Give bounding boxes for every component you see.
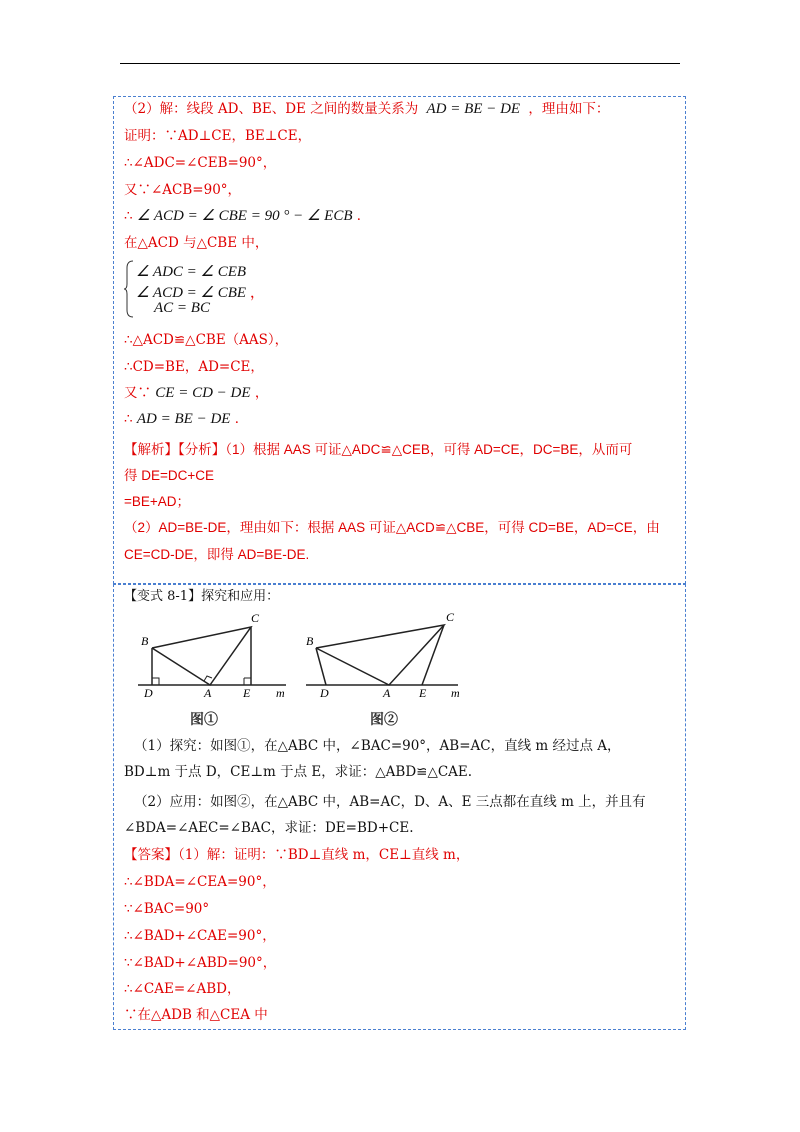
math: CE = CD − DE — [155, 385, 251, 401]
label-m: m — [276, 686, 285, 699]
label-A: A — [383, 686, 391, 699]
answer-line5: ∵∠BAD+∠ABD=90°， — [124, 955, 277, 971]
part2-line10 — [124, 410, 248, 428]
system-line2 — [136, 281, 265, 302]
answer-line1: 【答案】（1）解：证明：∵BD⊥直线 m，CE⊥直线 m， — [124, 847, 470, 863]
analysis-line2: 得 DE=DC+CE — [124, 468, 215, 483]
text: ， — [249, 285, 265, 301]
label-A: A — [204, 686, 212, 699]
answer-line7: ∵在△ADB 和△CEA 中 — [124, 1007, 268, 1023]
text: ． — [234, 411, 249, 427]
label-B: B — [306, 634, 314, 648]
part2-line5 — [124, 207, 370, 225]
label-E: E — [419, 686, 427, 699]
label-E: E — [243, 686, 251, 699]
text: ，理由如下： — [528, 101, 610, 117]
question-2-line2: ∠BDA=∠AEC=∠BAC，求证：DE=BD+CE. — [124, 820, 414, 836]
answer-line6: ∴∠CAE=∠ABD， — [124, 981, 241, 997]
brace-icon — [124, 260, 134, 318]
math: ∠ ACD = ∠ CBE — [136, 285, 247, 301]
system-line3: AC = BC — [154, 300, 210, 316]
label-C: C — [446, 610, 455, 624]
math: ∠ ACD = ∠ CBE = 90 ° − ∠ ECB — [136, 208, 353, 224]
text: 又∵ — [124, 385, 151, 401]
label-m: m — [451, 686, 460, 699]
text: （2）解：线段 AD、BE、DE 之间的数量关系为 — [124, 101, 419, 117]
math: AD = BE − DE — [426, 101, 521, 117]
part2-line1 — [124, 100, 609, 118]
part2-line3: ∴∠ADC=∠CEB=90°， — [124, 155, 277, 171]
figure-1-caption: 图① — [190, 711, 218, 727]
part2-line9 — [124, 384, 268, 402]
label-C: C — [251, 611, 260, 625]
math: AD = BE − DE — [136, 411, 231, 427]
analysis-line4: （2）AD=BE-DE，理由如下：根据 AAS 可证△ACD≌△CBE，可得 CD=BE，AD=CE，由 — [124, 520, 660, 535]
analysis-line5: CE=CD-DE，即得 AD=BE-DE. — [124, 547, 310, 562]
analysis-line1: 【解析】【分析】（1）根据 AAS 可证△ADC≌△CEB，可得 AD=CE，DC=BE，从而可 — [124, 442, 633, 457]
variant-title: 【变式 8-1】探究和应用： — [124, 589, 280, 604]
question-2-line1: （2）应用：如图②，在△ABC 中，AB=AC，D、A、E 三点都在直线 m 上，并且有 — [134, 794, 646, 810]
text: ∴ — [124, 411, 133, 427]
question-1-line1: （1）探究：如图①，在△ABC 中，∠BAC=90°，AB=AC，直线 m 经过点 A， — [134, 738, 621, 754]
solution-box — [113, 96, 686, 584]
text: ． — [356, 208, 371, 224]
answer-line3: ∵∠BAC=90° — [124, 901, 210, 917]
analysis-line3: =BE+AD； — [124, 494, 191, 509]
part2-line6: 在△ACD 与△CBE 中， — [124, 235, 269, 251]
part2-line4: 又∵∠ACB=90°， — [124, 182, 242, 198]
text: ， — [254, 385, 269, 401]
figure-2-caption: 图② — [370, 711, 398, 727]
system-line1: ∠ ADC = ∠ CEB — [136, 264, 247, 280]
part2-line8: ∴CD=BE，AD=CE， — [124, 359, 264, 375]
answer-line4: ∴∠BAD+∠CAE=90°， — [124, 928, 276, 944]
label-B: B — [141, 634, 149, 648]
question-1-line2: BD⊥m 于点 D，CE⊥m 于点 E，求证：△ABD≌△CAE. — [124, 764, 473, 780]
label-D: D — [144, 686, 153, 699]
variant-box — [113, 584, 686, 1030]
answer-line2: ∴∠BDA=∠CEA=90°， — [124, 874, 276, 890]
figure-2 — [306, 609, 476, 699]
header-rule — [120, 63, 680, 64]
part2-line2: 证明：∵AD⊥CE，BE⊥CE， — [124, 128, 312, 144]
figure-1 — [138, 609, 298, 699]
text: ∴ — [124, 208, 133, 224]
label-D: D — [320, 686, 329, 699]
part2-line7: ∴△ACD≌△CBE（AAS）， — [124, 332, 289, 348]
